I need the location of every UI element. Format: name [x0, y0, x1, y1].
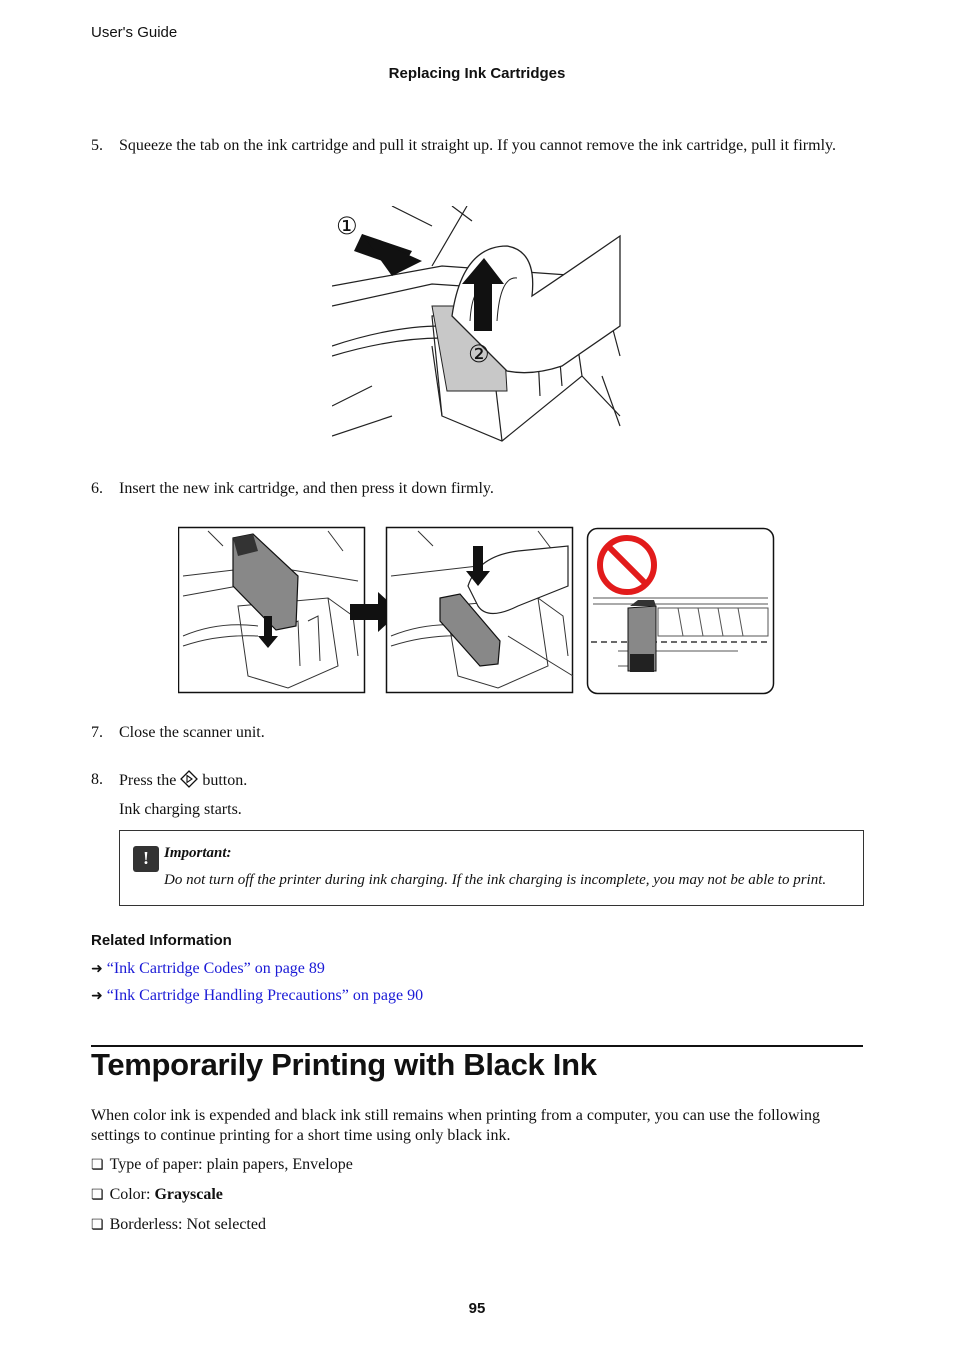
- checkbox-bullet-icon: ❏: [91, 1188, 104, 1203]
- section-heading: Temporarily Printing with Black Ink: [91, 1047, 597, 1082]
- section-header: Replacing Ink Cartridges: [388, 65, 566, 82]
- step-followup: Ink charging starts.: [119, 801, 242, 818]
- arrow-right-icon: ➜: [91, 962, 103, 977]
- step-text: Squeeze the tab on the ink cartridge and pull it straight up. If you cannot remove the ink cartridge, pull it firmly.: [119, 137, 836, 154]
- start-button-icon: [180, 770, 198, 788]
- remove-cartridge-illustration: [332, 206, 622, 451]
- exclamation-icon: !: [133, 846, 159, 872]
- step-text: [119, 770, 839, 791]
- link-text[interactable]: “Ink Cartridge Codes” on page 89: [106, 960, 325, 977]
- panel-prohibited: [588, 529, 774, 694]
- bullet-item: ❏ Borderless: Not selected: [91, 1216, 266, 1233]
- step-number: 8.: [91, 771, 103, 788]
- step-text: Close the scanner unit.: [119, 724, 265, 741]
- bullet-item: ❏ Type of paper: plain papers, Envelope: [91, 1156, 353, 1173]
- callout-1: ①: [336, 212, 358, 240]
- page-number: 95: [468, 1300, 486, 1317]
- panel-press: [387, 528, 574, 693]
- arrow-right-icon: ➜: [91, 989, 103, 1004]
- section-intro: When color ink is expended and black ink still remains when printing from a computer, you can use the following settings to continue printing for a short time using only black ink.: [91, 1107, 820, 1144]
- bullet-item: ❏ Color: Grayscale: [91, 1186, 223, 1203]
- important-title: Important:: [164, 845, 232, 861]
- related-link-ink-codes[interactable]: [91, 960, 325, 978]
- related-link-handling[interactable]: [91, 987, 423, 1005]
- related-info-title: Related Information: [91, 932, 232, 949]
- important-body: Do not turn off the printer during ink charging. If the ink charging is incomplete, you may not be able to print.: [164, 872, 827, 888]
- step-text-before: Press the: [119, 772, 177, 789]
- checkbox-bullet-icon: ❏: [91, 1158, 104, 1173]
- checkbox-bullet-icon: ❏: [91, 1218, 104, 1233]
- step-number: 7.: [91, 724, 103, 741]
- guide-title: User's Guide: [91, 24, 178, 41]
- panel-insert: [179, 528, 365, 693]
- callout-2: ②: [468, 340, 490, 368]
- step-number: 5.: [91, 137, 103, 154]
- link-text[interactable]: “Ink Cartridge Handling Precautions” on page 90: [106, 987, 424, 1004]
- insert-cartridge-illustration: [178, 526, 776, 696]
- important-notice: [119, 830, 864, 906]
- step-text: Insert the new ink cartridge, and then press it down firmly.: [119, 480, 494, 497]
- step-number: 6.: [91, 480, 103, 497]
- step-text-after: button.: [202, 772, 248, 789]
